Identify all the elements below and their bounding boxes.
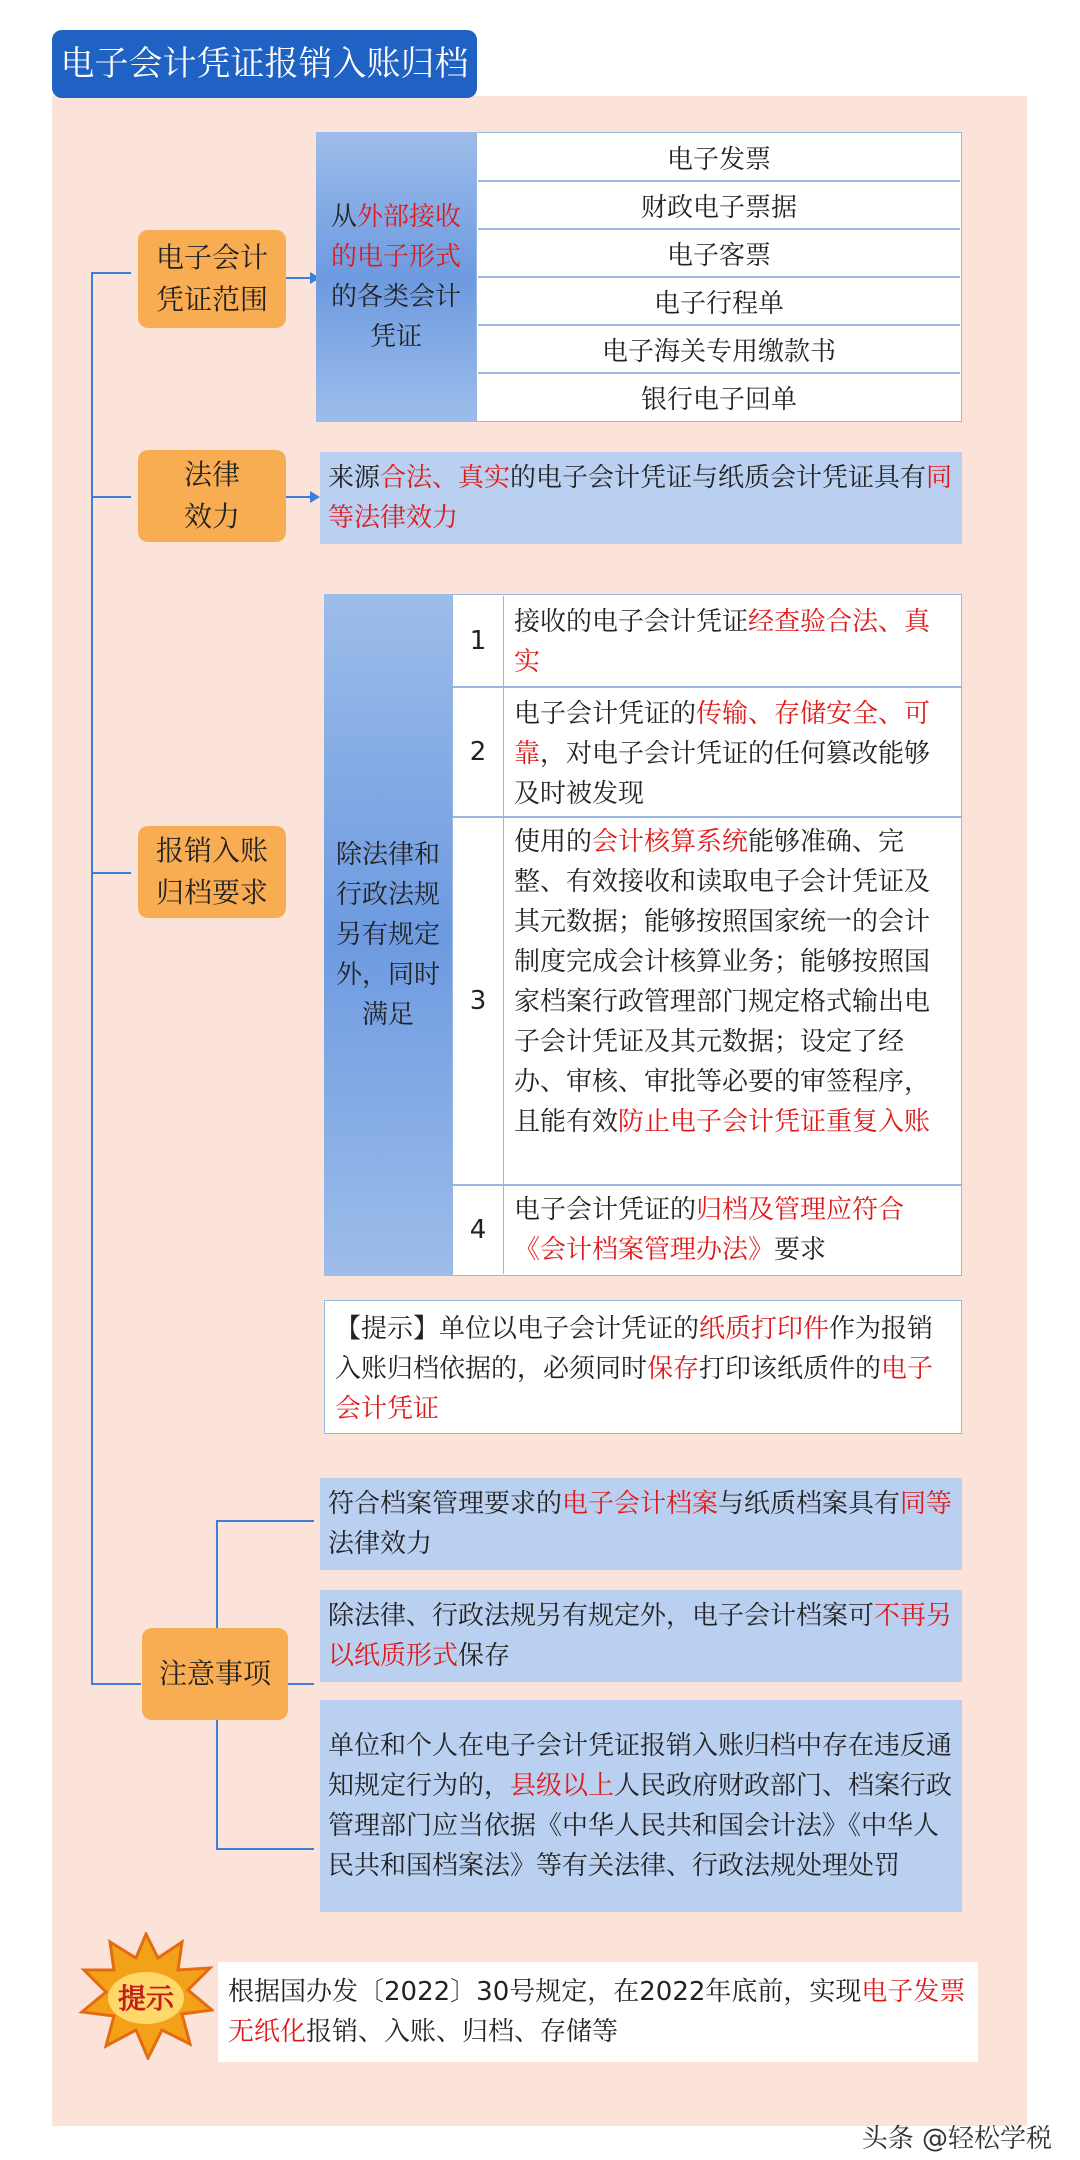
requirements-hint	[324, 1300, 962, 1434]
hint-text: 打印该纸质件的	[699, 1354, 882, 1384]
scope-item: 银行电子回单	[478, 374, 960, 420]
scope-description	[316, 132, 476, 422]
tip-box	[218, 1962, 978, 2062]
category-requirements	[138, 826, 286, 918]
legal-text: 来源	[328, 463, 381, 493]
connector	[91, 872, 131, 874]
trunk-line	[91, 272, 93, 1684]
scope-item: 电子发票	[478, 134, 960, 182]
note-text: 法律效力	[328, 1529, 433, 1559]
connector	[91, 272, 131, 274]
note-highlight: 县级以上	[510, 1771, 615, 1801]
row-highlight: 归档及管理应符合《会计档案管理办法》	[514, 1195, 905, 1265]
note-highlight: 不再另以纸质形式	[328, 1601, 953, 1671]
legal-text: 的电子会计凭证与纸质会计凭证具有	[510, 463, 927, 493]
starburst-badge-icon	[78, 1932, 214, 2060]
category-notes	[142, 1628, 288, 1720]
row-text: ，对电子会计凭证的任何篡改能够及时被发现	[514, 739, 931, 809]
connector	[216, 1520, 314, 1522]
note-text: 人民政府财政部门、档案行政管理部门应当依据《中华人民共和国会计法》《中华人民共和国档案法》等有关法律、行政法规处理处罚	[328, 1771, 953, 1881]
hint-text: 【提示】单位以电子会计凭证的	[335, 1314, 700, 1344]
requirement-row	[504, 688, 960, 816]
category-legal	[138, 450, 286, 542]
note-text: 保存	[458, 1641, 511, 1671]
legal-highlight: 同等法律效力	[328, 463, 953, 533]
tip-highlight: 电子发票无纸化	[228, 1977, 966, 2047]
row-text: 电子会计凭证的	[514, 699, 697, 729]
note-box	[320, 1478, 962, 1570]
requirements-condition	[324, 594, 452, 1276]
scope-desc-text: 从	[330, 202, 357, 232]
tip-text: 根据国办发〔2022〕30号规定，在2022年底前，实现	[228, 1977, 862, 2007]
connector	[91, 496, 131, 498]
hint-highlight: 保存	[647, 1354, 700, 1384]
row-text: 要求	[774, 1235, 827, 1265]
watermark: 头条 @轻松学税	[861, 2124, 1052, 2154]
scope-item: 财政电子票据	[478, 182, 960, 230]
page-title: 电子会计凭证报销入账归档	[52, 30, 477, 98]
requirement-row	[504, 1186, 960, 1274]
tip-text: 报销、入账、归档、存储等	[306, 2017, 619, 2047]
note-text: 符合档案管理要求的	[328, 1489, 563, 1519]
category-label: 电子会计 凭证范围	[155, 241, 268, 316]
row-highlight: 防止电子会计凭证重复入账	[618, 1107, 931, 1137]
note-text: 除法律、行政法规另有规定外，电子会计档案可	[328, 1601, 875, 1631]
row-text: 能够准确、完整、有效接收和读取电子会计凭证及其元数据；能够按照国家统一的会计制度完成会计核算业务；能够按照国家档案行政管理部门规定格式输出电子会计凭证及其元数据；设定了经办、审核、审批等必要的审签程序，且能有效	[514, 827, 931, 1137]
row-number: 3	[453, 818, 504, 1184]
row-text: 接收的电子会计凭证	[514, 607, 749, 637]
row-highlight: 经查验合法、真实	[514, 607, 931, 677]
connector	[216, 1848, 314, 1850]
note-box	[320, 1700, 962, 1912]
scope-desc-text: 的各类会计凭证	[330, 282, 461, 352]
legal-description	[320, 452, 962, 544]
requirement-row	[504, 596, 960, 686]
category-label: 报销入账 归档要求	[155, 834, 268, 909]
note-text: 与纸质档案具有	[718, 1489, 901, 1519]
note-highlight: 同等	[900, 1489, 953, 1519]
arrow-right-icon	[310, 491, 320, 503]
hint-highlight: 纸质打印件	[699, 1314, 830, 1344]
connector	[91, 1683, 141, 1685]
row-highlight: 传输、存储安全、可靠	[514, 699, 931, 769]
connector	[288, 1683, 314, 1685]
note-text: 单位和个人在电子会计凭证报销入账归档中存在违反通知规定行为的，	[328, 1731, 953, 1801]
row-number: 2	[453, 688, 504, 816]
category-label: 法律 效力	[183, 458, 240, 533]
row-number: 4	[453, 1186, 504, 1274]
category-scope	[138, 230, 286, 328]
scope-item: 电子海关专用缴款书	[478, 326, 960, 374]
tip-badge-text: 提示	[117, 1982, 175, 2015]
hint-highlight: 电子会计凭证	[335, 1354, 934, 1424]
condition-text: 除法律和行政法规另有规定外，同时满足	[335, 840, 440, 1030]
note-highlight: 电子会计档案	[562, 1489, 719, 1519]
scope-item: 电子行程单	[478, 278, 960, 326]
category-label: 注意事项	[158, 1657, 271, 1690]
row-text: 电子会计凭证的	[514, 1195, 697, 1225]
scope-desc-highlight: 外部接收的电子形式	[330, 202, 462, 272]
row-text: 使用的	[514, 827, 593, 857]
note-box	[320, 1590, 962, 1682]
requirement-row	[504, 818, 960, 1184]
hint-text: 作为报销入账归档依据的，必须同时	[335, 1314, 934, 1384]
row-highlight: 会计核算系统	[592, 827, 749, 857]
scope-item: 电子客票	[478, 230, 960, 278]
row-number: 1	[453, 596, 504, 686]
legal-highlight: 合法、真实	[380, 463, 511, 493]
